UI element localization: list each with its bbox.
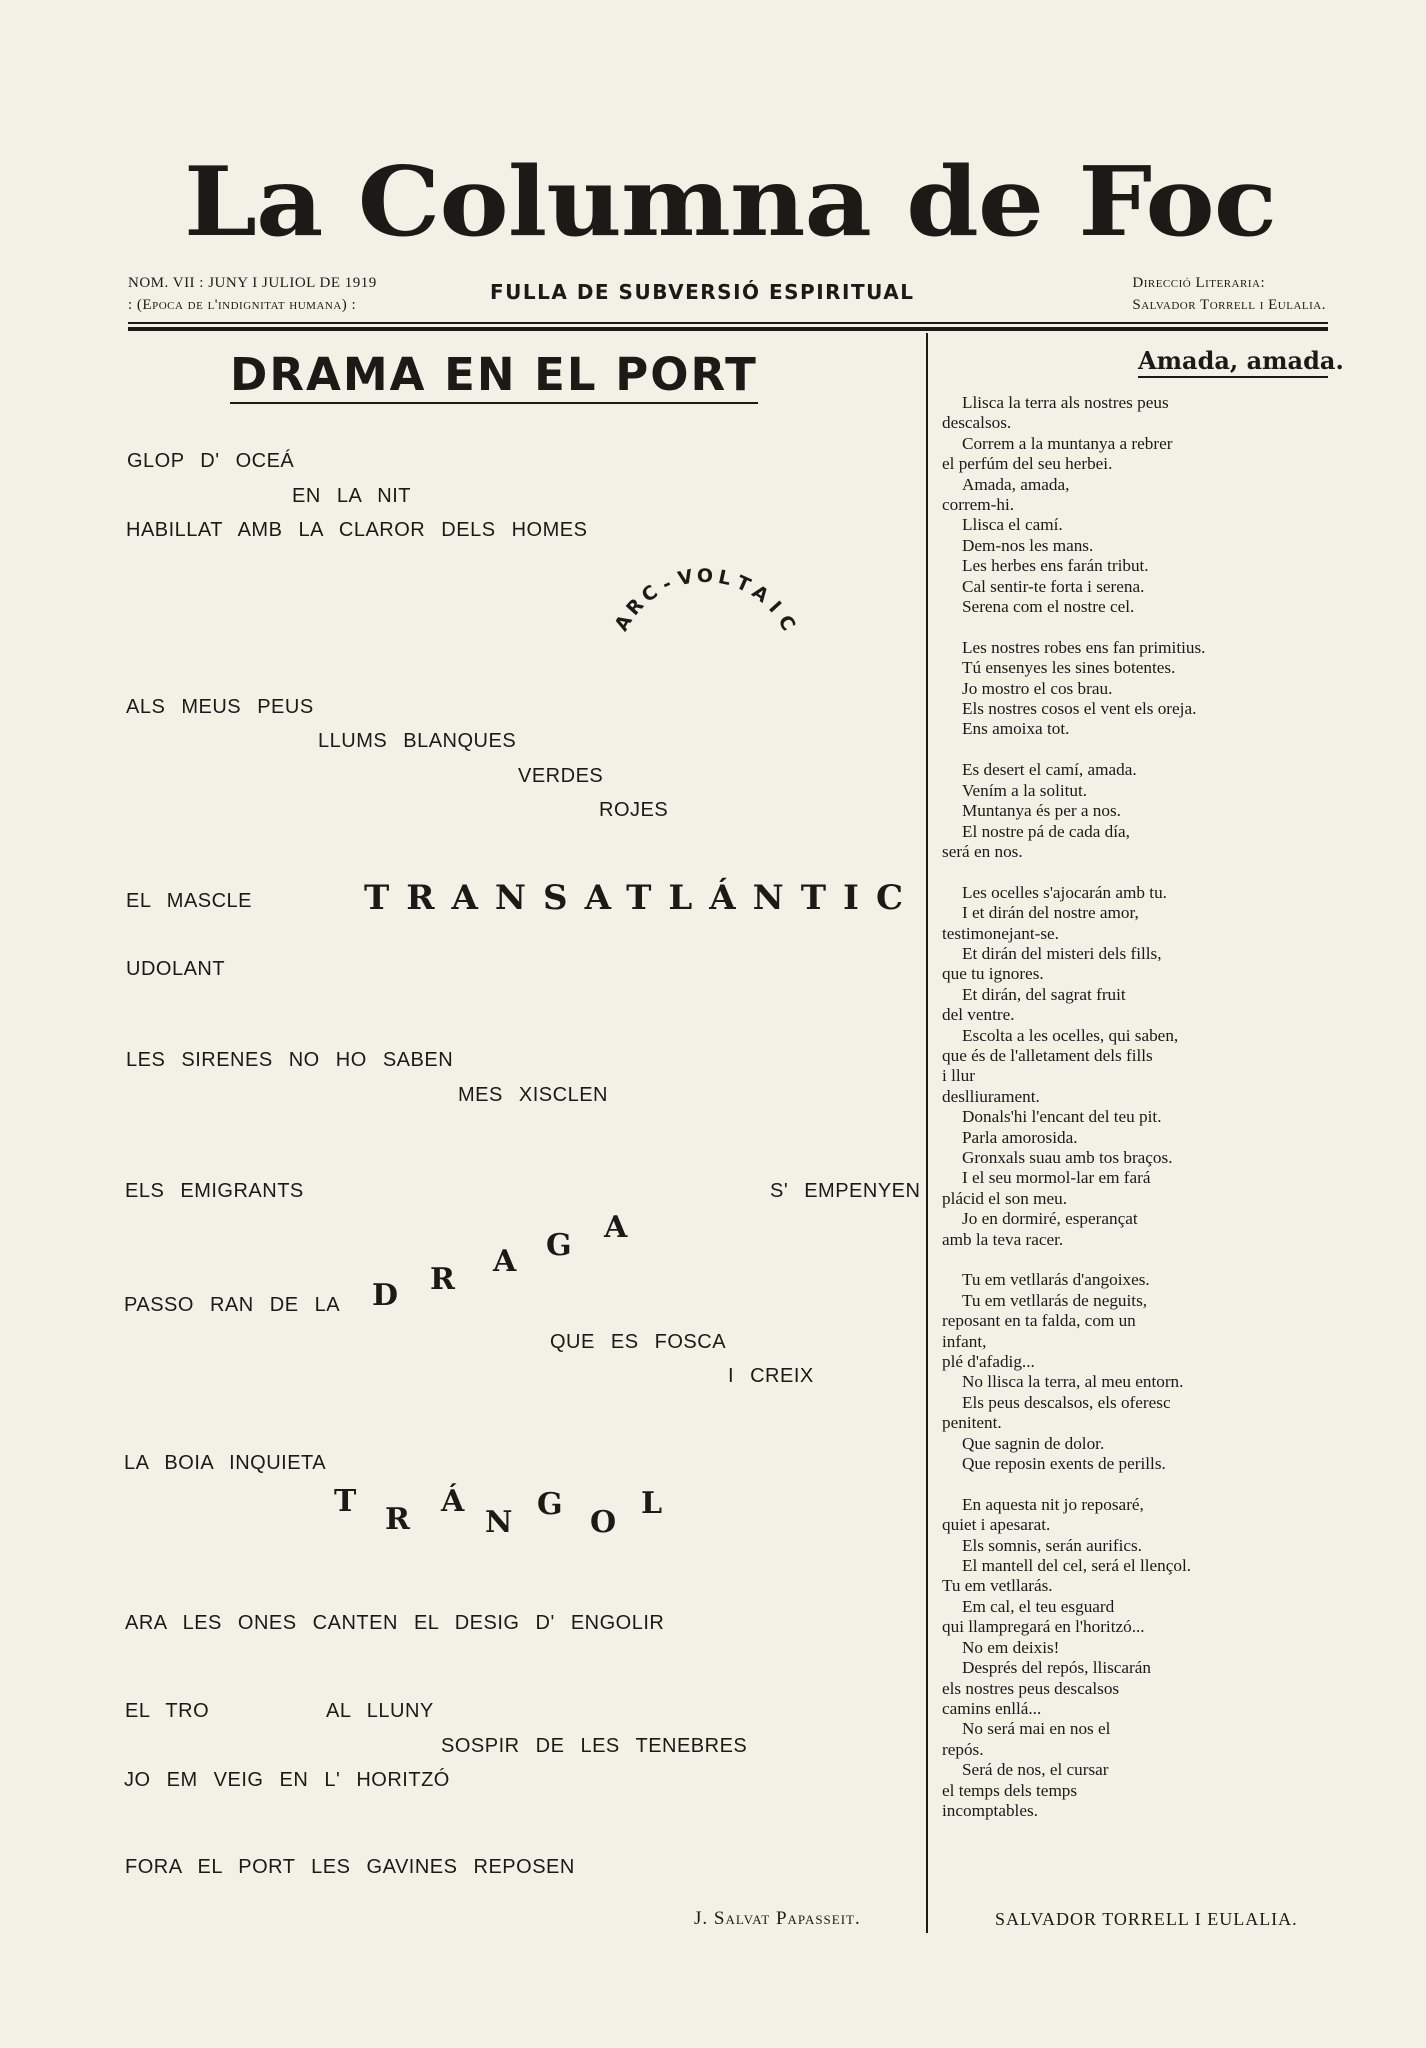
arc-letter: T	[732, 571, 754, 597]
right-poem-line: plácid el son meu.	[942, 1188, 1068, 1208]
transatlantic-word: TRANSATLÁNTIC	[364, 878, 921, 918]
right-poem-line: amb la teva racer.	[942, 1229, 1064, 1249]
right-poem-line: Et dirán, del sagrat fruit	[962, 984, 1126, 1004]
stanza-gap	[942, 617, 1322, 637]
poem-line: ROJES	[599, 799, 669, 821]
header-rule-thin	[128, 322, 1328, 324]
right-poem-line: Es desert el camí, amada.	[962, 760, 1137, 780]
right-poem-line: Tú ensenyes les sines botentes.	[962, 658, 1176, 678]
draga-letter: R	[430, 1262, 455, 1297]
draga-letter: A	[604, 1210, 628, 1245]
poem-line: VERDES	[518, 765, 604, 787]
right-poem-body	[942, 393, 1322, 1821]
right-poem-line: Jo mostro el cos brau.	[962, 678, 1113, 698]
right-poem-line: correm-hi.	[942, 495, 1015, 515]
poem-line: EL TRO	[125, 1700, 210, 1722]
right-poem-line: Parla amorosida.	[962, 1127, 1078, 1147]
draga-letter: D	[372, 1278, 399, 1313]
arc-letter: I	[764, 597, 786, 618]
right-poem-line: El nostre pá de cada día,	[962, 821, 1130, 841]
poem-line: ARA LES ONES CANTEN EL DESIG D' ENGOLIR	[125, 1612, 665, 1634]
right-poem-line: Les ocelles s'ajocarán amb tu.	[962, 882, 1167, 902]
poem-line: JO EM VEIG EN L' HORITZÓ	[124, 1769, 450, 1791]
right-poem-line: Tu em vetllarás.	[942, 1576, 1053, 1596]
right-poem-line: Em cal, el teu esguard	[962, 1596, 1115, 1616]
right-poem-line: del ventre.	[942, 1005, 1015, 1025]
trangol-letter: R	[385, 1502, 410, 1537]
masthead-title: La Columna de Foc	[183, 144, 1277, 259]
right-poem-title: Amada, amada.	[1138, 346, 1328, 378]
right-poem-line: Tu em vetllarás d'angoixes.	[962, 1270, 1150, 1290]
draga-letter: G	[546, 1228, 572, 1263]
arc-letter: O	[696, 565, 714, 587]
poem-line: EN LA NIT	[292, 485, 411, 507]
right-poem-line: descalsos.	[942, 413, 1012, 433]
poem-line: SOSPIR DE LES TENEBRES	[441, 1735, 748, 1757]
arc-letter: -	[658, 572, 675, 596]
issue-info	[128, 272, 377, 316]
poem-line: FORA EL PORT LES GAVINES REPOSEN	[125, 1856, 575, 1878]
stanza-gap	[942, 740, 1322, 760]
right-poem-line: Les herbes ens farán tribut.	[962, 556, 1149, 576]
trangol-letter: Á	[441, 1484, 465, 1519]
right-poem-line: Després del repós, lliscarán	[962, 1658, 1151, 1678]
poem-line: HABILLAT AMB LA CLAROR DELS HOMES	[126, 519, 588, 541]
right-poem-line: Els somnis, serán aurifics.	[962, 1535, 1142, 1555]
issue-number: NOM. VII : JUNY I JULIOL DE 1919	[128, 275, 377, 291]
poem-line: UDOLANT	[126, 958, 226, 980]
header-rule-thick	[128, 327, 1328, 331]
draga-letter: A	[493, 1244, 517, 1279]
poem-line: ALS MEUS PEUS	[126, 696, 314, 718]
right-poem-line: No em deixis!	[962, 1637, 1060, 1657]
direction-label: Direcció Literaria:	[1132, 275, 1266, 291]
right-poem-line: No será mai en nos el	[962, 1719, 1111, 1739]
direction-name: Salvador Torrell i Eulalia.	[1132, 297, 1326, 313]
right-poem-line: Serena com el nostre cel.	[962, 597, 1135, 617]
right-poem-line: Els nostres cosos el vent els oreja.	[962, 699, 1197, 719]
trangol-letter: N	[485, 1505, 513, 1540]
right-poem-line: Llisca la terra als nostres peus	[962, 393, 1169, 412]
arc-letter: C	[773, 611, 800, 635]
right-poem-line: Correm a la muntanya a rebrer	[962, 433, 1173, 453]
arc-letter: L	[716, 566, 733, 591]
right-signature: SALVADOR TORRELL I EULALIA.	[995, 1909, 1298, 1929]
right-poem-line: Cal sentir-te forta i serena.	[962, 576, 1145, 596]
poem-line: EL MASCLE	[126, 890, 253, 912]
right-poem-line: Donals'hi l'encant del teu pit.	[962, 1107, 1162, 1127]
right-poem-line: I et dirán del nostre amor,	[962, 903, 1139, 923]
right-poem-line: Muntanya és per a nos.	[962, 801, 1121, 821]
poem-line: AL LLUNY	[326, 1700, 434, 1722]
poem-title: DRAMA EN EL PORT	[230, 350, 758, 404]
right-poem-line: Ens amoixa tot.	[962, 719, 1070, 739]
left-signature: J. Salvat Papasseit.	[694, 1908, 861, 1929]
direction-info	[1132, 272, 1326, 316]
right-poem-line: Llisca el camí.	[962, 515, 1063, 535]
right-poem-line: repós.	[942, 1739, 984, 1759]
tagline: FULLA DE SUBVERSIÓ ESPIRITUAL	[490, 280, 915, 304]
right-poem-line: i llur	[942, 1066, 975, 1086]
poem-line: QUE ES FOSCA	[550, 1331, 727, 1353]
right-poem-line: I el seu mormol-lar em fará	[962, 1168, 1151, 1188]
poem-line: GLOP D' OCEÁ	[127, 450, 295, 472]
poem-line: LA BOIA INQUIETA	[124, 1452, 327, 1474]
issue-epoch: : (Epoca de l'indignitat humana) :	[128, 297, 357, 313]
stanza-gap	[942, 1250, 1322, 1270]
right-poem-line: que és de l'alletament dels fills	[942, 1045, 1153, 1065]
poem-line: I CREIX	[728, 1365, 814, 1387]
right-poem-line: penitent.	[942, 1413, 1002, 1433]
trangol-letter: O	[590, 1505, 617, 1540]
poem-line: S' EMPENYEN	[770, 1180, 921, 1202]
poem-line: MES XISCLEN	[458, 1084, 608, 1106]
right-poem-line: Escolta a les ocelles, qui saben,	[962, 1025, 1179, 1045]
arc-voltaic-curve	[600, 555, 810, 635]
right-poem-line: Les nostres robes ens fan primitius.	[962, 637, 1206, 657]
right-poem-line: será en nos.	[942, 841, 1023, 861]
stanza-gap	[942, 862, 1322, 882]
right-poem-line: camins enllá...	[942, 1698, 1042, 1718]
poem-line: LLUMS BLANQUES	[318, 730, 517, 752]
poem-line: ELS EMIGRANTS	[125, 1180, 304, 1202]
right-poem-line: En aquesta nit jo reposaré,	[962, 1494, 1144, 1514]
right-poem-line: El mantell del cel, será el llençol.	[962, 1556, 1192, 1576]
right-poem-line: Será de nos, el cursar	[962, 1760, 1109, 1780]
right-poem-line: No llisca la terra, al meu entorn.	[962, 1372, 1184, 1392]
right-poem-line: el temps dels temps	[942, 1780, 1078, 1800]
right-poem-line: plé d'afadig...	[942, 1352, 1035, 1372]
arc-letter: A	[610, 611, 637, 635]
right-poem-line: Dem-nos les mans.	[962, 535, 1094, 555]
right-poem-line: Que sagnin de dolor.	[962, 1433, 1105, 1453]
right-poem-line: Et dirán del misteri dels fills,	[962, 943, 1162, 963]
right-poem-line: que tu ignores.	[942, 964, 1044, 984]
poem-line: LES SIRENES NO HO SABEN	[126, 1049, 454, 1071]
arc-letter: A	[747, 580, 773, 608]
right-poem-line: infant,	[942, 1331, 987, 1351]
right-poem-line: quiet i apesarat.	[942, 1515, 1051, 1535]
right-poem-line: Jo en dormiré, esperançat	[962, 1209, 1138, 1229]
column-divider	[926, 333, 928, 1933]
right-poem-line: deslliurament.	[942, 1086, 1040, 1106]
right-poem-line: els nostres peus descalsos	[942, 1678, 1120, 1698]
right-poem-line: Vením a la solitut.	[962, 780, 1088, 800]
arc-letter: V	[675, 565, 695, 591]
arc-letter: R	[622, 594, 649, 620]
stanza-gap	[942, 1474, 1322, 1494]
right-poem-line: el perfúm del seu herbei.	[942, 454, 1113, 474]
right-poem-line: Els peus descalsos, els oferesc	[962, 1392, 1171, 1412]
right-poem-line: Que reposin exents de perills.	[962, 1454, 1166, 1474]
right-poem-line: Amada, amada,	[962, 474, 1070, 494]
trangol-letter: G	[537, 1487, 563, 1522]
trangol-letter: L	[641, 1486, 663, 1521]
right-poem-line: qui llampregará en l'horitzó...	[942, 1617, 1145, 1637]
right-poem-line: Tu em vetllarás de neguits,	[962, 1290, 1148, 1310]
poem-line: PASSO RAN DE LA	[124, 1294, 341, 1316]
right-poem-line: incomptables.	[942, 1800, 1038, 1820]
arc-letter: C	[637, 580, 662, 607]
trangol-letter: T	[334, 1484, 357, 1519]
right-poem-line: testimonejant-se.	[942, 923, 1059, 943]
right-poem-line: reposant en ta falda, com un	[942, 1311, 1136, 1331]
right-poem-line: Gronxals suau amb tos braços.	[962, 1147, 1173, 1167]
